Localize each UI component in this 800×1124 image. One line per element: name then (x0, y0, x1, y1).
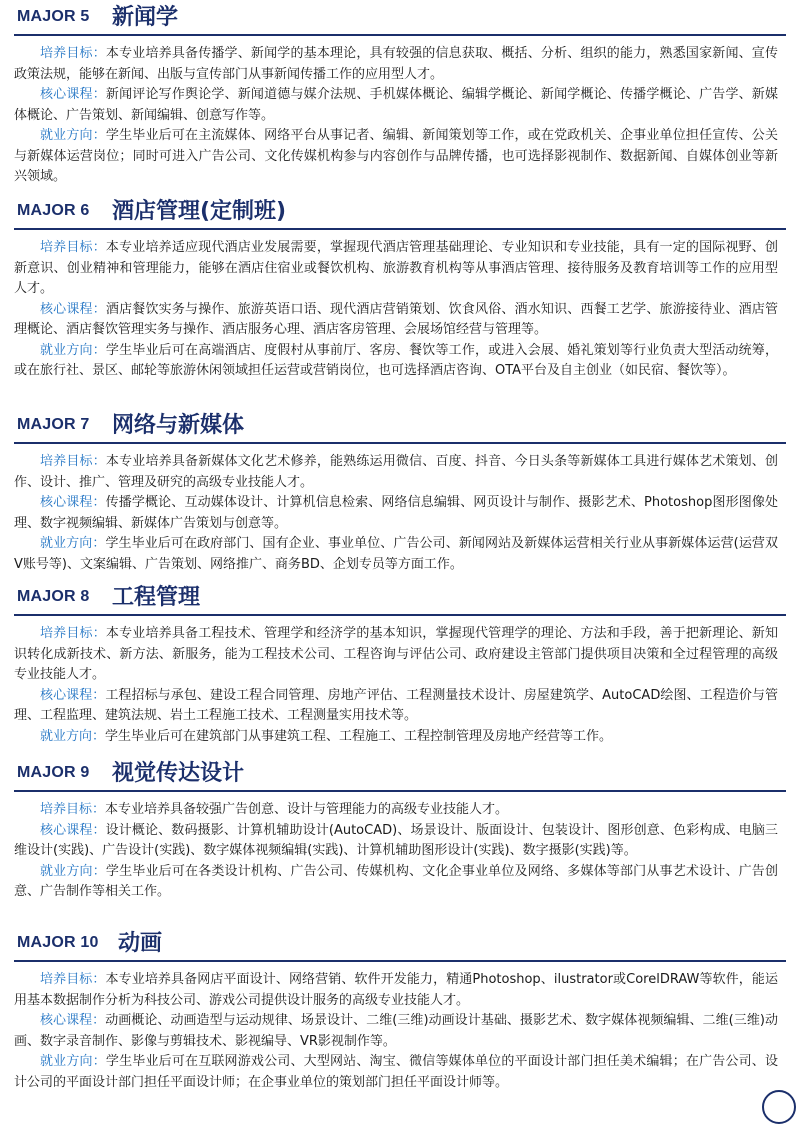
goal-text: 本专业培养具备工程技术、管理学和经济学的基本知识，掌握现代管理学的理论、方法和手段，善于把新理论、新知识转化成新技术、新方法、新服务，能为工程技术公司、工程咨询与评估公司、政府建设主管部门提供项目决策和全过程管理的高级专业技能人才。 (14, 626, 778, 682)
major-section-5 (0, 0, 800, 188)
major-header (0, 580, 800, 616)
goal-label: 培养目标： (40, 46, 106, 61)
major-header (0, 0, 800, 36)
major-header (0, 756, 800, 792)
goal-paragraph (14, 624, 778, 686)
goal-paragraph (14, 238, 778, 300)
course-text: 工程招标与承包、建设工程合同管理、房地产评估、工程测量技术设计、房屋建筑学、AutoCAD绘图、工程造价与管理、工程监理、建筑法规、岩土工程施工技术、工程测量实用技术等。 (14, 687, 778, 723)
major-section-9 (0, 756, 800, 903)
major-section-8 (0, 580, 800, 747)
course-paragraph (14, 1011, 778, 1052)
major-header (0, 408, 800, 444)
career-text: 学生毕业后可在政府部门、国有企业、事业单位、广告公司、新闻网站及新媒体运营相关行业从事新媒体运营(运营双V账号等)、文案编辑、广告策划、网络推广、商务BD、企划专员等方面工作。 (14, 536, 778, 572)
career-paragraph (14, 862, 778, 903)
career-label: 就业方向： (40, 536, 106, 551)
goal-label: 培养目标： (40, 454, 106, 469)
career-text: 学生毕业后可在互联网游戏公司、大型网站、淘宝、微信等媒体单位的平面设计部门担任美术编辑；在广告公司、设计公司的平面设计部门担任平面设计师；在企事业单位的策划部门担任平面设计师等。 (14, 1054, 778, 1090)
career-text: 学生毕业后可在各类设计机构、广告公司、传媒机构、文化企事业单位及网络、多媒体等部门从事艺术设计、广告创意、广告制作等相关工作。 (14, 863, 778, 899)
major-title: 动画 (118, 931, 163, 956)
goal-text: 本专业培养具备传播学、新闻学的基本理论，具有较强的信息获取、概括、分析、组织的能力，熟悉国家新闻、宣传政策法规，能够在新闻、出版与宣传部门从事新闻传播工作的应用型人才。 (14, 46, 778, 82)
major-number: MAJOR 9 (17, 764, 90, 781)
course-text: 酒店餐饮实务与操作、旅游英语口语、现代酒店营销策划、饮食风俗、酒水知识、西餐工艺学、旅游接待业、酒店管理概论、酒店餐饮管理实务与操作、酒店服务心理、酒店客房管理、会展场馆经营与管理等。 (14, 301, 778, 337)
career-paragraph (14, 534, 778, 575)
major-body (0, 444, 800, 575)
course-text: 动画概论、动画造型与运动规律、场景设计、二维(三维)动画设计基础、摄影艺术、数字媒体视频编辑、二维(三维)动画、数字录音制作、影像与剪辑技术、影视编导、VR影视制作等。 (14, 1013, 778, 1049)
major-title: 视觉传达设计 (112, 761, 245, 786)
career-text: 学生毕业后可在建筑部门从事建筑工程、工程施工、工程控制管理及房地产经营等工作。 (105, 728, 613, 744)
career-paragraph (14, 727, 778, 748)
career-paragraph (14, 341, 778, 382)
course-paragraph (14, 821, 778, 862)
course-paragraph (14, 85, 778, 126)
goal-paragraph (14, 970, 778, 1011)
career-label: 就业方向： (40, 863, 106, 879)
course-paragraph (14, 493, 778, 534)
course-text: 传播学概论、互动媒体设计、计算机信息检索、网络信息编辑、网页设计与制作、摄影艺术、Photoshop图形图像处理、数字视频编辑、新媒体广告策划与创意等。 (14, 495, 778, 531)
goal-text: 本专业培养具备新媒体文化艺术修养，能熟练运用微信、百度、抖音、今日头条等新媒体工具进行媒体艺术策划、创作、设计、推广、管理及研究的高级专业技能人才。 (14, 454, 778, 490)
major-body (0, 36, 800, 188)
goal-label: 培养目标： (40, 240, 106, 255)
major-number: MAJOR 8 (17, 588, 90, 605)
major-number: MAJOR 5 (17, 8, 90, 25)
major-section-10 (0, 926, 800, 1093)
major-title: 工程管理 (112, 585, 201, 610)
circle-logo-icon (762, 1090, 796, 1124)
major-header (0, 194, 800, 230)
major-number: MAJOR 7 (17, 416, 90, 433)
course-label: 核心课程： (40, 1013, 106, 1028)
major-body (0, 230, 800, 382)
goal-paragraph (14, 44, 778, 85)
career-text: 学生毕业后可在高端酒店、度假村从事前厅、客房、餐饮等工作，或进入会展、婚礼策划等行业负责大型活动统筹，或在旅行社、景区、邮轮等旅游休闲领域担任运营或营销岗位，也可选择酒店咨询、OTA平台及自主创业（如民宿、餐饮等）。 (14, 342, 778, 378)
goal-paragraph (14, 452, 778, 493)
course-label: 核心课程： (40, 495, 106, 510)
goal-text: 本专业培养具备较强广告创意、设计与管理能力的高级专业技能人才。 (105, 802, 509, 817)
career-text: 学生毕业后可在主流媒体、网络平台从事记者、编辑、新闻策划等工作，或在党政机关、企事业单位担任宣传、公关与新媒体运营岗位；同时可进入广告公司、文化传媒机构参与内容创作与品牌传播，也可选择影视制作、数据新闻、自媒体创业等新兴领域。 (14, 128, 778, 184)
career-label: 就业方向： (40, 128, 106, 143)
major-title: 酒店管理(定制班) (112, 199, 287, 224)
goal-label: 培养目标： (40, 802, 106, 817)
career-label: 就业方向： (40, 1054, 106, 1069)
major-section-6 (0, 194, 800, 382)
course-label: 核心课程： (40, 87, 106, 102)
goal-text: 本专业培养适应现代酒店业发展需要，掌握现代酒店管理基础理论、专业知识和专业技能，具有一定的国际视野、创新意识、创业精神和管理能力，能够在酒店住宿业或餐饮机构、旅游教育机构等从事酒店管理、接待服务及教育培训等工作的应用型人才。 (14, 240, 778, 296)
course-paragraph (14, 300, 778, 341)
major-body (0, 616, 800, 747)
course-label: 核心课程： (40, 301, 106, 317)
major-header (0, 926, 800, 962)
major-section-7 (0, 408, 800, 575)
goal-text: 本专业培养具备网店平面设计、网络营销、软件开发能力，精通Photoshop、ilustrator或CorelDRAW等软件，能运用基本数据制作分析为科技公司、游戏公司提供设计服务的高级专业技能人才。 (14, 972, 778, 1008)
major-body (0, 792, 800, 903)
course-text: 设计概论、数码摄影、计算机辅助设计(AutoCAD)、场景设计、版面设计、包装设计、图形创意、色彩构成、电脑三维设计(实践)、广告设计(实践)、数字媒体视频编辑(实践)、计算机辅助图形设计(实践)、数字摄影(实践)等。 (14, 822, 778, 858)
major-body (0, 962, 800, 1093)
major-number: MAJOR 10 (17, 934, 99, 951)
major-title: 网络与新媒体 (112, 413, 245, 438)
major-title: 新闻学 (112, 5, 179, 30)
career-paragraph (14, 1052, 778, 1093)
course-label: 核心课程： (40, 822, 106, 838)
career-label: 就业方向： (40, 728, 106, 744)
course-paragraph (14, 686, 778, 727)
goal-paragraph (14, 800, 778, 821)
course-text: 新闻评论写作舆论学、新闻道德与媒介法规、手机媒体概论、编辑学概论、新闻学概论、传播学概论、广告学、新媒体概论、广告策划、新闻编辑、创意写作等。 (14, 87, 778, 123)
career-paragraph (14, 126, 778, 188)
major-number: MAJOR 6 (17, 202, 90, 219)
career-label: 就业方向： (40, 342, 106, 358)
goal-label: 培养目标： (40, 972, 106, 987)
goal-label: 培养目标： (40, 626, 106, 641)
course-label: 核心课程： (40, 687, 106, 703)
